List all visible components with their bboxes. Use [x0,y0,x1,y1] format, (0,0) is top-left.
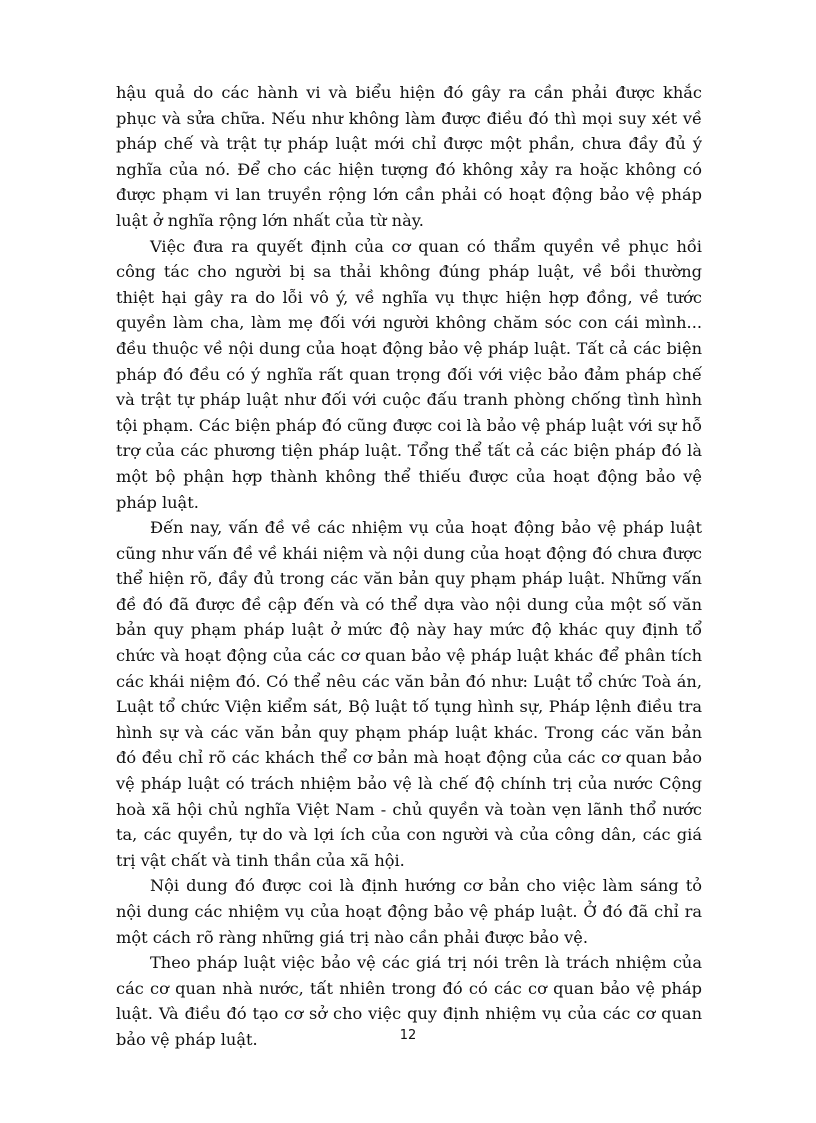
document-body [116,80,702,1053]
paragraph-remedial-measures: Việc đưa ra quyết định của cơ quan có thẩm quyền về phục hồi công tác cho người bị sa thải không đúng pháp luật, về bồi thường thiệt hại gây ra do lỗi vô ý, về nghĩa vụ thực hiện hợp đồng, về tước quyền làm cha, làm mẹ đối với người không chăm sóc con cái mình... đều thuộc về nội dung của hoạt động bảo vệ pháp luật. Tất cả các biện pháp đó đều có ý nghĩa rất quan trọng đối với việc bảo đảm pháp chế và trật tự pháp luật như đối với cuộc đấu tranh phòng chống tình hình tội phạm. Các biện pháp đó cũng được coi là bảo vệ pháp luật với sự hỗ trợ của các phương tiện pháp luật. Tổng thể tất cả các biện pháp đó là một bộ phận hợp thành không thể thiếu được của hoạt động bảo vệ pháp luật. [116,236,702,512]
paragraph-continuation: hậu quả do các hành vi và biểu hiện đó gây ra cần phải được khắc phục và sửa chữa. Nếu như không làm được điều đó thì mọi suy xét về pháp chế và trật tự pháp luật mới chỉ được một phần, chưa đầy đủ ý nghĩa của nó. Để cho các hiện tượng đó không xảy ra hoặc không có được phạm vi lan truyền rộng lớn cần phải có hoạt động bảo vệ pháp luật ở nghĩa rộng lớn nhất của từ này. [116,83,702,230]
page-number: 12 [399,1028,417,1043]
paragraph-state-responsibility: Theo pháp luật việc bảo vệ các giá trị nói trên là trách nhiệm của các cơ quan nhà nước, tất nhiên trong đó có các cơ quan bảo vệ pháp luật. Và điều đó tạo cơ sở cho việc quy định nhiệm vụ của các cơ quan bảo vệ pháp luật. [116,953,702,1049]
paragraph-legal-documents: Đến nay, vấn đề về các nhiệm vụ của hoạt động bảo vệ pháp luật cũng như vấn đề về khái niệm và nội dung của hoạt động đó chưa được thể hiện rõ, đầy đủ trong các văn bản quy phạm pháp luật. Những vấn đề đó đã được đề cập đến và có thể dựa vào nội dung của một số văn bản quy phạm pháp luật ở mức độ này hay mức độ khác quy định tổ chức và hoạt động của các cơ quan bảo vệ pháp luật khác để phân tích các khái niệm đó. Có thể nêu các văn bản đó như: Luật tổ chức Toà án, Luật tổ chức Viện kiểm sát, Bộ luật tố tụng hình sự, Pháp lệnh điều tra hình sự và các văn bản quy phạm pháp luật khác. Trong các văn bản đó đều chỉ rõ các khách thể cơ bản mà hoạt động của các cơ quan bảo vệ pháp luật có trách nhiệm bảo vệ là chế độ chính trị của nước Cộng hoà xã hội chủ nghĩa Việt Nam - chủ quyền và toàn vẹn lãnh thổ nước ta, các quyền, tự do và lợi ích của con người và của công dân, các giá trị vật chất và tinh thần của xã hội. [116,518,702,870]
paragraph-basic-orientation: Nội dung đó được coi là định hướng cơ bản cho việc làm sáng tỏ nội dung các nhiệm vụ của hoạt động bảo vệ pháp luật. Ở đó đã chỉ ra một cách rõ ràng những giá trị nào cần phải được bảo vệ. [116,876,702,947]
